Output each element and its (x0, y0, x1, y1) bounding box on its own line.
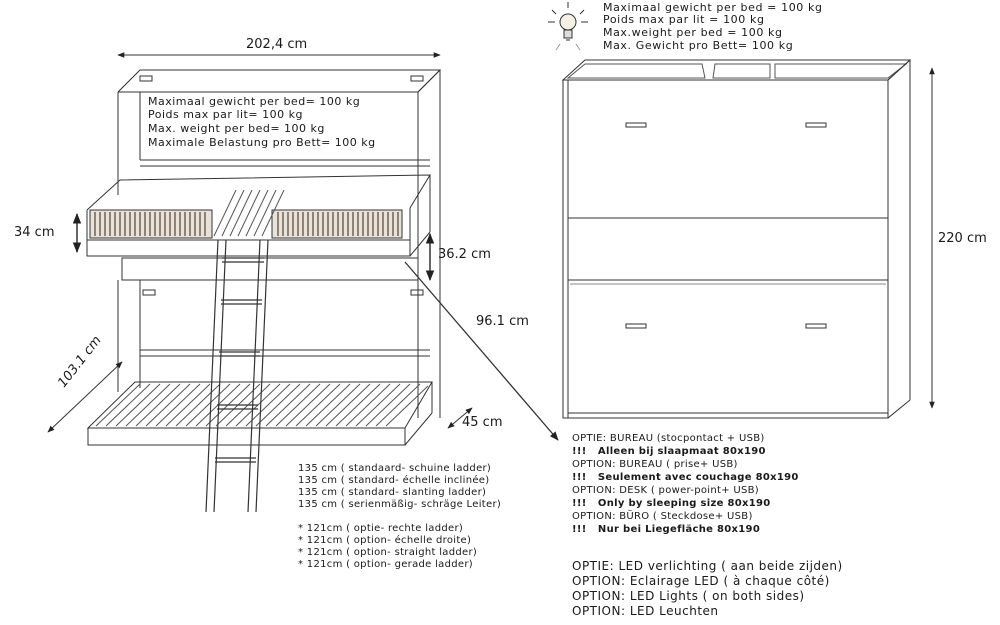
ladder (206, 240, 268, 512)
ladder-note: * 121cm ( optie- rechte ladder) (298, 523, 464, 534)
diagonal-dimension: 96.1 cm (476, 314, 529, 329)
desk-option-note: !!! Nur bei Liegefläche 80x190 (572, 524, 761, 535)
desk-option-note: !!! Only by sleeping size 80x190 (572, 498, 771, 509)
ladder-note: 135 cm ( standaard- schuine ladder) (298, 463, 492, 474)
ladder-note: * 121cm ( option- échelle droite) (298, 535, 472, 546)
rail-height-dimension: 34 cm (14, 225, 55, 240)
led-option: OPTION: LED Lights ( on both sides) (572, 589, 805, 603)
bed-weight-label: Maximaal gewicht per bed= 100 kg (148, 95, 361, 108)
ladder-note: * 121cm ( option- gerade ladder) (298, 559, 473, 570)
ladder-note: 135 cm ( serienmäßig- schräge Leiter) (298, 499, 502, 510)
desk-option: OPTION: DESK ( power-point+ USB) (572, 485, 760, 496)
desk-option-note: !!! Seulement avec couchage 80x190 (572, 472, 799, 483)
ladder-note: * 121cm ( option- straight ladder) (298, 547, 478, 558)
bed-weight-label: Maximale Belastung pro Bett= 100 kg (148, 136, 376, 149)
top-weight-label: Maximaal gewicht per bed = 100 kg (603, 1, 823, 14)
top-weight-label: Max.weight per bed = 100 kg (603, 26, 783, 39)
ladder-note: 135 cm ( standard- slanting ladder) (298, 487, 487, 498)
width-dimension: 202,4 cm (246, 37, 308, 52)
depth-dimension: 45 cm (462, 415, 503, 430)
led-option: OPTION: LED Leuchten (572, 604, 719, 618)
lightbulb-icon (548, 2, 588, 50)
led-option: OPTION: Eclairage LED ( à chaque côté) (572, 574, 830, 588)
height-dimension: 220 cm (938, 231, 987, 246)
bed-weight-label: Poids max par lit= 100 kg (148, 108, 303, 121)
bed-width-dimension: 103.1 cm (55, 333, 105, 391)
top-weight-label: Max. Gewicht pro Bett= 100 kg (603, 39, 794, 52)
closed-cabinet (563, 60, 932, 418)
led-option: OPTIE: LED verlichting ( aan beide zijden) (572, 559, 843, 573)
desk-option: OPTION: BUREAU ( prise+ USB) (572, 459, 738, 470)
desk-option-note: !!! Alleen bij slaapmaat 80x190 (572, 446, 766, 457)
ladder-note: 135 cm ( standard- échelle inclinée) (298, 475, 490, 486)
desk-option: OPTION: BÜRO ( Steckdose+ USB) (572, 511, 753, 522)
bed-weight-label: Max. weight per bed= 100 kg (148, 122, 325, 135)
desk-option: OPTIE: BUREAU (stocpontact + USB) (572, 433, 765, 444)
top-weight-label: Poids max par lit = 100 kg (603, 13, 765, 26)
upper-clearance-dimension: 36.2 cm (438, 247, 491, 262)
